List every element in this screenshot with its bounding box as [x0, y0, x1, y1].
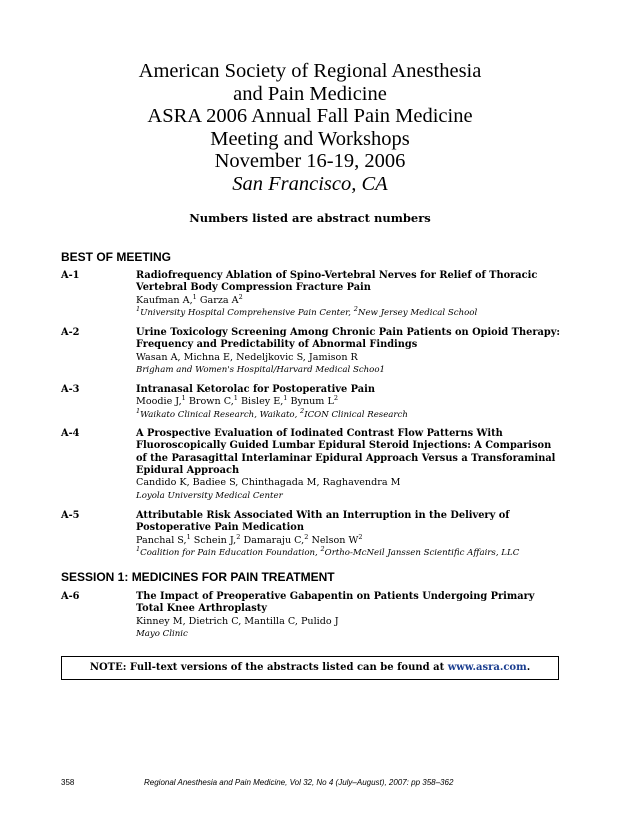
- abstract-title: The Impact of Preoperative Gabapentin on Patients Undergoing Primary Total Knee Arthroplasty: [136, 591, 535, 615]
- abstract-title: Radiofrequency Ablation of Spino-Vertebral Nerves for Relief of Thoracic Vertebral Body Compression Fracture Pain: [136, 270, 538, 294]
- abstract-authors: Candido K, Badiee S, Chinthagada M, Raghavendra M: [136, 477, 401, 489]
- abstract-title: A Prospective Evaluation of Iodinated Contrast Flow Patterns With Fluoroscopically Guided Lumbar Epidural Steroid Injections: A Comparison of the Parasagittal Interlaminar Epidural Approach Versus a Transforaminal Epidural Approach: [136, 428, 556, 476]
- abstract-affiliation: Brigham and Women's Hospital/Harvard Medical Schoo1: [136, 365, 385, 376]
- society-name-line2: and Pain Medicine: [233, 82, 387, 105]
- section-heading-session-1: SESSION 1: MEDICINES FOR PAIN TREATMENT: [61, 570, 335, 584]
- abstract-affiliation: Loyola University Medical Center: [136, 490, 283, 501]
- abstract-number: A-5: [61, 510, 80, 521]
- abstract-number: A-6: [61, 591, 80, 602]
- journal-citation: Regional Anesthesia and Pain Medicine, Vol 32, No 4 (July–August), 2007: pp 358–362: [144, 778, 454, 787]
- abstract-affiliation: $^1$Waikato Clinical Research, Waikato, $^2$ICON Clinical Research: [136, 406, 408, 420]
- full-text-note-box: [61, 656, 559, 680]
- abstract-title: Intranasal Ketorolac for Postoperative Pain: [136, 384, 375, 395]
- abstract-affiliation: Mayo Clinic: [136, 629, 188, 640]
- note-text: NOTE: Full-text versions of the abstracts listed can be found at: [89, 662, 445, 673]
- page-header: [0, 60, 620, 195]
- meeting-title-line1: ASRA 2006 Annual Fall Pain Medicine: [147, 105, 473, 127]
- abstract-affiliation: $^1$University Hospital Comprehensive Pain Center, $^2$New Jersey Medical School: [136, 305, 478, 319]
- abstract-title: Attributable Risk Associated With an Interruption in the Delivery of Postoperative Pain Medication: [136, 510, 510, 534]
- meeting-location: San Francisco, CA: [232, 172, 388, 195]
- abstract-number: A-3: [61, 384, 80, 395]
- abstract-number: A-4: [61, 428, 80, 439]
- abstract-authors: Wasan A, Michna E, Nedeljkovic S, Jamison R: [136, 351, 358, 363]
- abstract-authors: Kaufman A,$^1$ Garza $A^2$: [136, 292, 243, 306]
- abstract-affiliation: $^1$Coalition for Pain Education Foundation, $^2$Ortho-McNeil Janssen Scientific Affairs, LLC: [136, 545, 520, 559]
- abstract-authors: Kinney M, Dietrich C, Mantilla C, Pulido J: [136, 615, 339, 627]
- meeting-title-line2: Meeting and Workshops: [210, 127, 410, 150]
- abstract-number: A-2: [61, 327, 80, 338]
- abstract-title: Urine Toxicology Screening Among Chronic Pain Patients on Opioid Therapy: Frequency and Predictability of Abnormal Findings: [136, 327, 561, 351]
- section-heading-best-of-meeting: BEST OF MEETING: [61, 250, 172, 264]
- subtitle: Numbers listed are abstract numbers: [189, 211, 431, 225]
- asra-website-link[interactable]: www.asra.com: [447, 662, 527, 673]
- abstract-authors: Moodie J,$^1$ Brown C,$^1$ Bisley E,$^1$ Bynum $L^2$: [136, 394, 338, 408]
- society-name-line1: American Society of Regional Anesthesia: [138, 60, 482, 82]
- meeting-dates: November 16-19, 2006: [214, 150, 406, 172]
- page-number: 358: [61, 778, 75, 787]
- note-end: .: [526, 662, 531, 673]
- abstract-number: A-1: [61, 270, 80, 281]
- abstract-authors: Panchal S,$^1$ Schein J,$^2$ Damaraju C,$^2$ Nelson $W^2$: [136, 532, 363, 546]
